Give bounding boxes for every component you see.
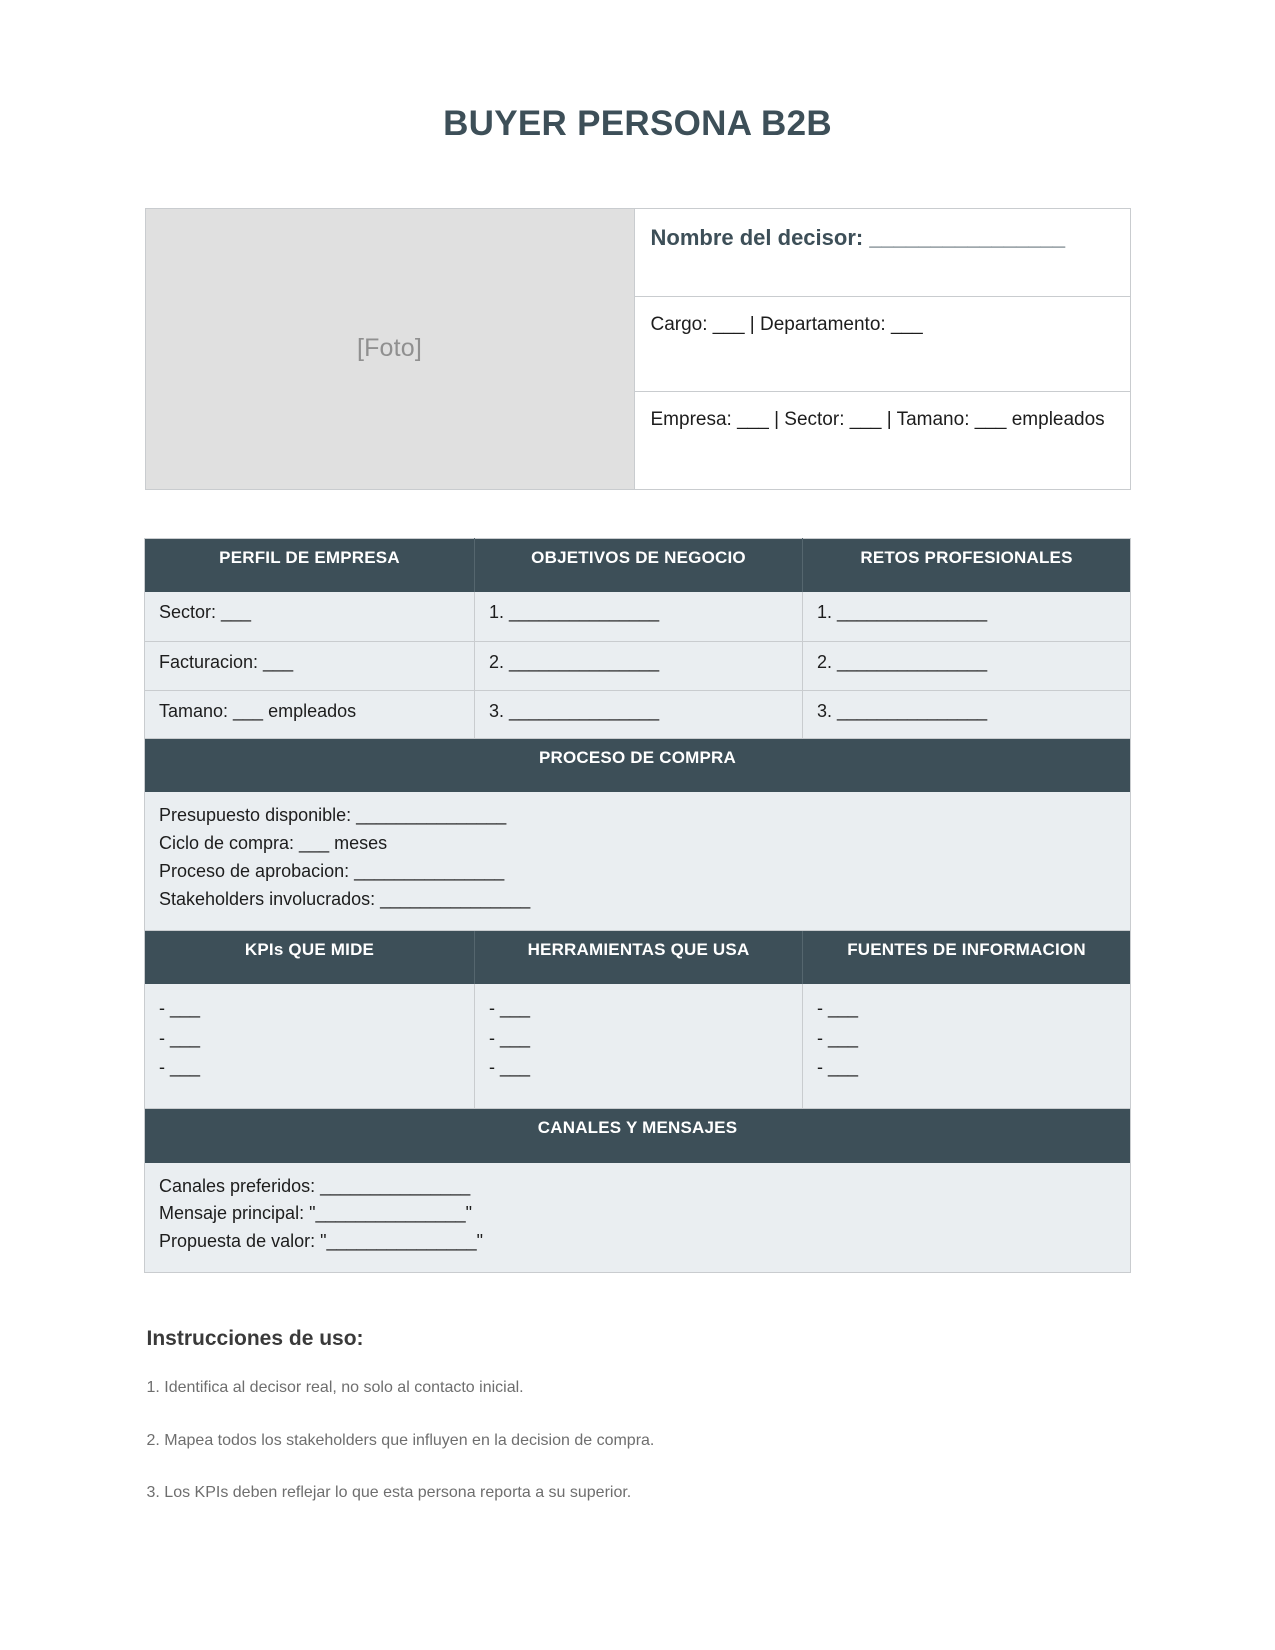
- objetivo-1-cell[interactable]: 1. _______________: [475, 592, 803, 641]
- empresa-sector-tamano-row[interactable]: [635, 392, 1130, 489]
- table-row: [145, 1163, 1131, 1273]
- instruction-item-1: 1. Identifica al decisor real, no solo al contacto inicial.: [146, 1379, 524, 1397]
- proceso-de-aprobacion-line: Proceso de aprobacion: _______________: [159, 860, 505, 881]
- header-herramientas-que-usa: HERRAMIENTAS QUE USA: [475, 930, 803, 984]
- herramienta-item-3: - ___: [489, 1057, 531, 1078]
- table-row: [145, 792, 1131, 930]
- reto-2-cell[interactable]: 2. _______________: [803, 641, 1131, 690]
- perfil-sector-cell[interactable]: Sector: ___: [145, 592, 475, 641]
- header-canales-y-mensajes: CANALES Y MENSAJES: [145, 1109, 1131, 1163]
- cargo-departamento-label: Cargo: ___ | Departamento: ___: [650, 313, 923, 335]
- table-header-row-2: [145, 930, 1131, 984]
- header-retos-profesionales: RETOS PROFESIONALES: [803, 538, 1131, 592]
- fuente-item-1: - ___: [817, 998, 859, 1019]
- instructions-section: [145, 1327, 1131, 1504]
- decisor-name-label: Nombre del decisor: ________________: [650, 224, 1066, 250]
- fuente-item-2: - ___: [817, 1027, 859, 1048]
- header-fuentes-de-informacion: FUENTES DE INFORMACION: [803, 930, 1131, 984]
- kpis-que-mide-cell[interactable]: [145, 984, 475, 1109]
- kpi-item-1: - ___: [159, 998, 201, 1019]
- reto-3-cell[interactable]: 3. _______________: [803, 690, 1131, 738]
- fuentes-de-informacion-cell[interactable]: [803, 984, 1131, 1109]
- identity-block: [145, 208, 1131, 490]
- propuesta-de-valor-line: Propuesta de valor: "_______________": [159, 1231, 484, 1252]
- header-objetivos-de-negocio: OBJETIVOS DE NEGOCIO: [475, 538, 803, 592]
- fuente-item-3: - ___: [817, 1057, 859, 1078]
- perfil-facturacion-cell[interactable]: Facturacion: ___: [145, 641, 475, 690]
- mensaje-principal-line: Mensaje principal: "_______________": [159, 1203, 473, 1224]
- page-title: BUYER PERSONA B2B: [443, 104, 832, 143]
- proceso-de-compra-cell[interactable]: [145, 792, 1131, 930]
- herramientas-que-usa-cell[interactable]: [475, 984, 803, 1109]
- table-header-row-canales: [145, 1109, 1131, 1163]
- photo-placeholder-cell[interactable]: [146, 209, 635, 489]
- herramienta-item-1: - ___: [489, 998, 531, 1019]
- cargo-departamento-row[interactable]: [635, 297, 1130, 392]
- instruction-item-3: 3. Los KPIs deben reflejar lo que esta persona reporta a su superior.: [146, 1484, 632, 1502]
- table-header-row-proceso: [145, 738, 1131, 792]
- perfil-tamano-cell[interactable]: Tamano: ___ empleados: [145, 690, 475, 738]
- kpi-item-2: - ___: [159, 1027, 201, 1048]
- objetivo-3-cell[interactable]: 3. _______________: [475, 690, 803, 738]
- decisor-name-row[interactable]: [635, 209, 1130, 297]
- photo-placeholder-label: [Foto]: [356, 334, 423, 362]
- header-proceso-de-compra: PROCESO DE COMPRA: [145, 738, 1131, 792]
- table-row: [145, 984, 1131, 1109]
- table-row: [145, 690, 1131, 738]
- ciclo-de-compra-line: Ciclo de compra: ___ meses: [159, 832, 388, 853]
- instruction-item-2: 2. Mapea todos los stakeholders que influyen en la decision de compra.: [146, 1431, 655, 1449]
- kpi-item-3: - ___: [159, 1057, 201, 1078]
- canales-preferidos-line: Canales preferidos: _______________: [159, 1175, 471, 1196]
- table-header-row-1: [145, 538, 1131, 592]
- empresa-sector-tamano-label: Empresa: ___ | Sector: ___ | Tamano: ___ empleados: [650, 408, 1105, 430]
- buyer-persona-table: [144, 538, 1131, 1274]
- identity-fields: [635, 209, 1130, 489]
- objetivo-2-cell[interactable]: 2. _______________: [475, 641, 803, 690]
- reto-1-cell[interactable]: 1. _______________: [803, 592, 1131, 641]
- table-row: [145, 592, 1131, 641]
- instructions-title: Instrucciones de uso:: [146, 1327, 364, 1351]
- header-kpis-que-mide: KPIs QUE MIDE: [145, 930, 475, 984]
- presupuesto-disponible-line: Presupuesto disponible: _______________: [159, 805, 507, 825]
- canales-y-mensajes-cell[interactable]: [145, 1163, 1131, 1273]
- stakeholders-involucrados-line: Stakeholders involucrados: _______________: [159, 888, 531, 909]
- table-row: [145, 641, 1131, 690]
- header-perfil-de-empresa: PERFIL DE EMPRESA: [145, 538, 475, 592]
- herramienta-item-2: - ___: [489, 1027, 531, 1048]
